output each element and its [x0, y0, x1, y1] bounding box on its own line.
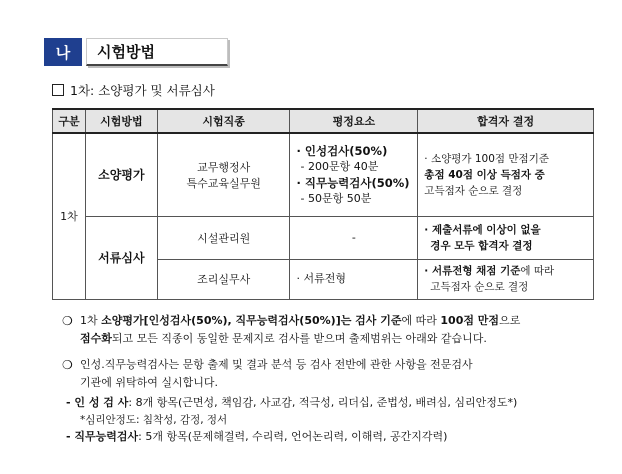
job-line: 교무행정사 [197, 160, 251, 174]
note-item-1 [62, 312, 592, 348]
sub-text: : 8개 항목(근면성, 책임감, 사교감, 적극성, 리더십, 준법성, 배려심, 심리안정도*) [128, 396, 518, 409]
note-text: 인성.직무능력검사는 문항 출제 및 결과 분석 등 검사 전반에 관한 사항을 전문검사 [80, 358, 473, 371]
note-bold: 소양평가[인성검사(50%), 직무능력검사(50%)]는 검사 기준 [101, 314, 402, 327]
section-badge: 나 [44, 38, 82, 66]
decision-rest: 에 따라 [520, 265, 555, 277]
exam-method-table [52, 108, 594, 300]
method-cell-1: 소양평가 [85, 133, 157, 216]
notes [62, 312, 592, 446]
criteria-cell-3: · 서류전형 [290, 259, 418, 299]
subheading [52, 81, 215, 99]
criteria-sub: - 50문항 50분 [300, 191, 372, 205]
sub-label: - 인 성 검 사 [66, 396, 129, 409]
header-criteria: 평정요소 [290, 109, 418, 133]
table-row [53, 216, 594, 259]
job-cell-3: 조리실무사 [157, 259, 290, 299]
criteria-cell-2: - [290, 216, 418, 259]
criteria-cell-1 [290, 133, 418, 216]
method-cell-2: 서류심사 [85, 216, 157, 299]
decision-cell-1 [418, 133, 594, 216]
circle-bullet-icon: ❍ [62, 314, 73, 328]
sub-label: - 직무능력검사 [66, 430, 139, 443]
circle-bullet-icon: ❍ [62, 358, 73, 372]
note-item-2 [62, 356, 592, 392]
subheading-text: 1차: 소양평가 및 서류심사 [70, 83, 215, 98]
note-text: 기관에 위탁하여 실시합니다. [80, 376, 219, 389]
sub-text: : 5개 항목(문제해결력, 수리력, 언어논리력, 이해력, 공간지각력) [138, 430, 448, 443]
header-stage: 구분 [53, 109, 86, 133]
decision-line: 총점 40점 이상 득점자 중 [424, 168, 545, 181]
job-line: 특수교육실무원 [186, 176, 261, 190]
section-header [44, 38, 228, 66]
decision-line: · 소양평가 100점 만점기준 [424, 152, 549, 165]
job-cell-1 [157, 133, 290, 216]
criteria-item: · 직무능력검사(50%) [296, 175, 410, 190]
sub-note: *심리안정도: 침착성, 감정, 정서 [80, 414, 228, 426]
note-text: 1차 [80, 314, 102, 327]
criteria-sub: - 200문항 40분 [300, 159, 379, 173]
decision-line: 고득점자 순으로 결정 [430, 281, 529, 293]
header-job: 시험직종 [157, 109, 290, 133]
note-bold: 점수화 [80, 332, 112, 345]
decision-line [424, 263, 587, 279]
table-header-row [53, 109, 594, 133]
note-text: 으로 [499, 314, 521, 327]
job-cell-2: 시설관리원 [157, 216, 290, 259]
decision-line: · 제출서류에 이상이 없을 [424, 223, 541, 236]
criteria-item: · 인성검사(50%) [296, 143, 388, 158]
stage-cell: 1차 [53, 133, 86, 299]
note-body [80, 312, 592, 348]
note-bold: 100점 만점 [440, 314, 500, 327]
sub-item-personality [66, 394, 592, 412]
table-row [53, 133, 594, 216]
decision-cell-3 [418, 259, 594, 299]
note-text: 되고 모든 직종이 동일한 문제지로 검사를 받으며 출제범위는 아래와 같습니다. [111, 332, 487, 345]
decision-line: 고득점자 순으로 결정 [424, 184, 523, 197]
sub-item-aptitude [66, 428, 592, 446]
decision-bold: · 서류전형 채점 기준 [424, 265, 521, 277]
note-text: 에 따라 [401, 314, 441, 327]
header-method: 시험방법 [85, 109, 157, 133]
note-body [80, 356, 592, 392]
section-title: 시험방법 [86, 38, 228, 66]
header-decision: 합격자 결정 [418, 109, 594, 133]
checkbox-icon [52, 84, 64, 96]
decision-cell-2 [418, 216, 594, 259]
decision-line: 경우 모두 합격자 결정 [430, 239, 533, 252]
